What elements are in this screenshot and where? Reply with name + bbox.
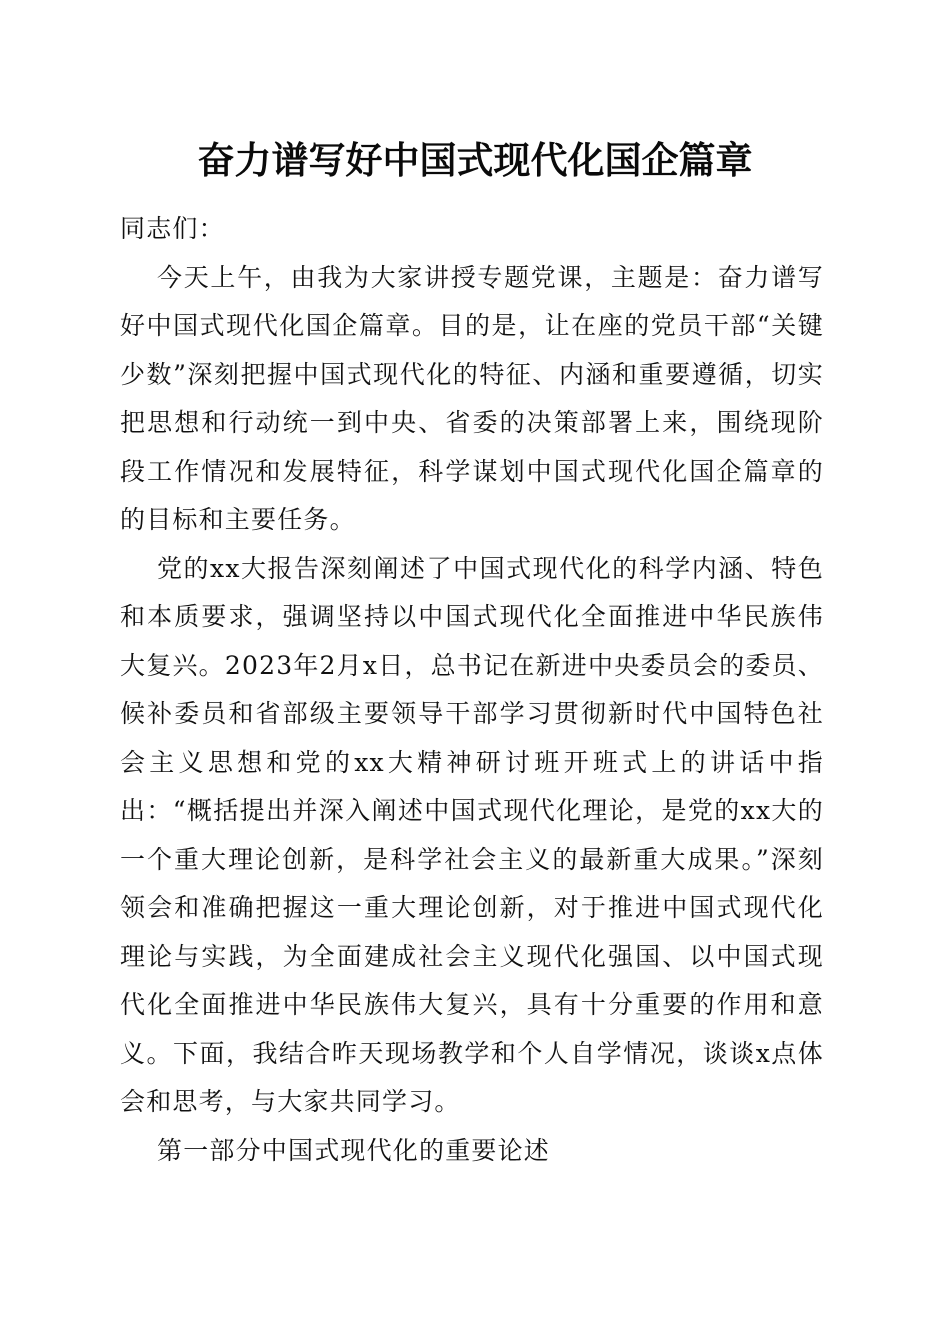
- document-title: 奋力谱写好中国式现代化国企篇章: [197, 138, 753, 182]
- salutation: 同志们：: [120, 214, 225, 243]
- paragraph-intro: 今天上午，由我为大家讲授专题党课，主题是：奋力谱写好中国式现代化国企篇章。目的是，让在座的党员干部“关键少数”深刻把握中国式现代化的特征、内涵和重要遵循，切实把思想和行动统一到中央、省委的决策部署上来，围绕现阶段工作情况和发展特征，科学谋划中国式现代化国企篇章的的目标和主要任务。: [120, 262, 824, 534]
- document-body: [120, 205, 824, 1175]
- paragraph-background: 党的xx大报告深刻阐述了中国式现代化的科学内涵、特色和本质要求，强调坚持以中国式现代化全面推进中华民族伟大复兴。2023年2月x日，总书记在新进中央委员会的委员、候补委员和省部级主要领导干部学习贯彻新时代中国特色社会主义思想和党的xx大精神研讨班开班式上的讲话中指出：“概括提出并深入阐述中国式现代化理论，是党的xx大的一个重大理论创新，是科学社会主义的最新重大成果。”深刻领会和准确把握这一重大理论创新，对于推进中国式现代化理论与实践，为全面建成社会主义现代化强国、以中国式现代化全面推进中华民族伟大复兴，具有十分重要的作用和意义。下面，我结合昨天现场教学和个人自学情况，谈谈x点体会和思考，与大家共同学习。: [120, 553, 824, 1116]
- section-heading: 第一部分中国式现代化的重要论述: [157, 1135, 551, 1165]
